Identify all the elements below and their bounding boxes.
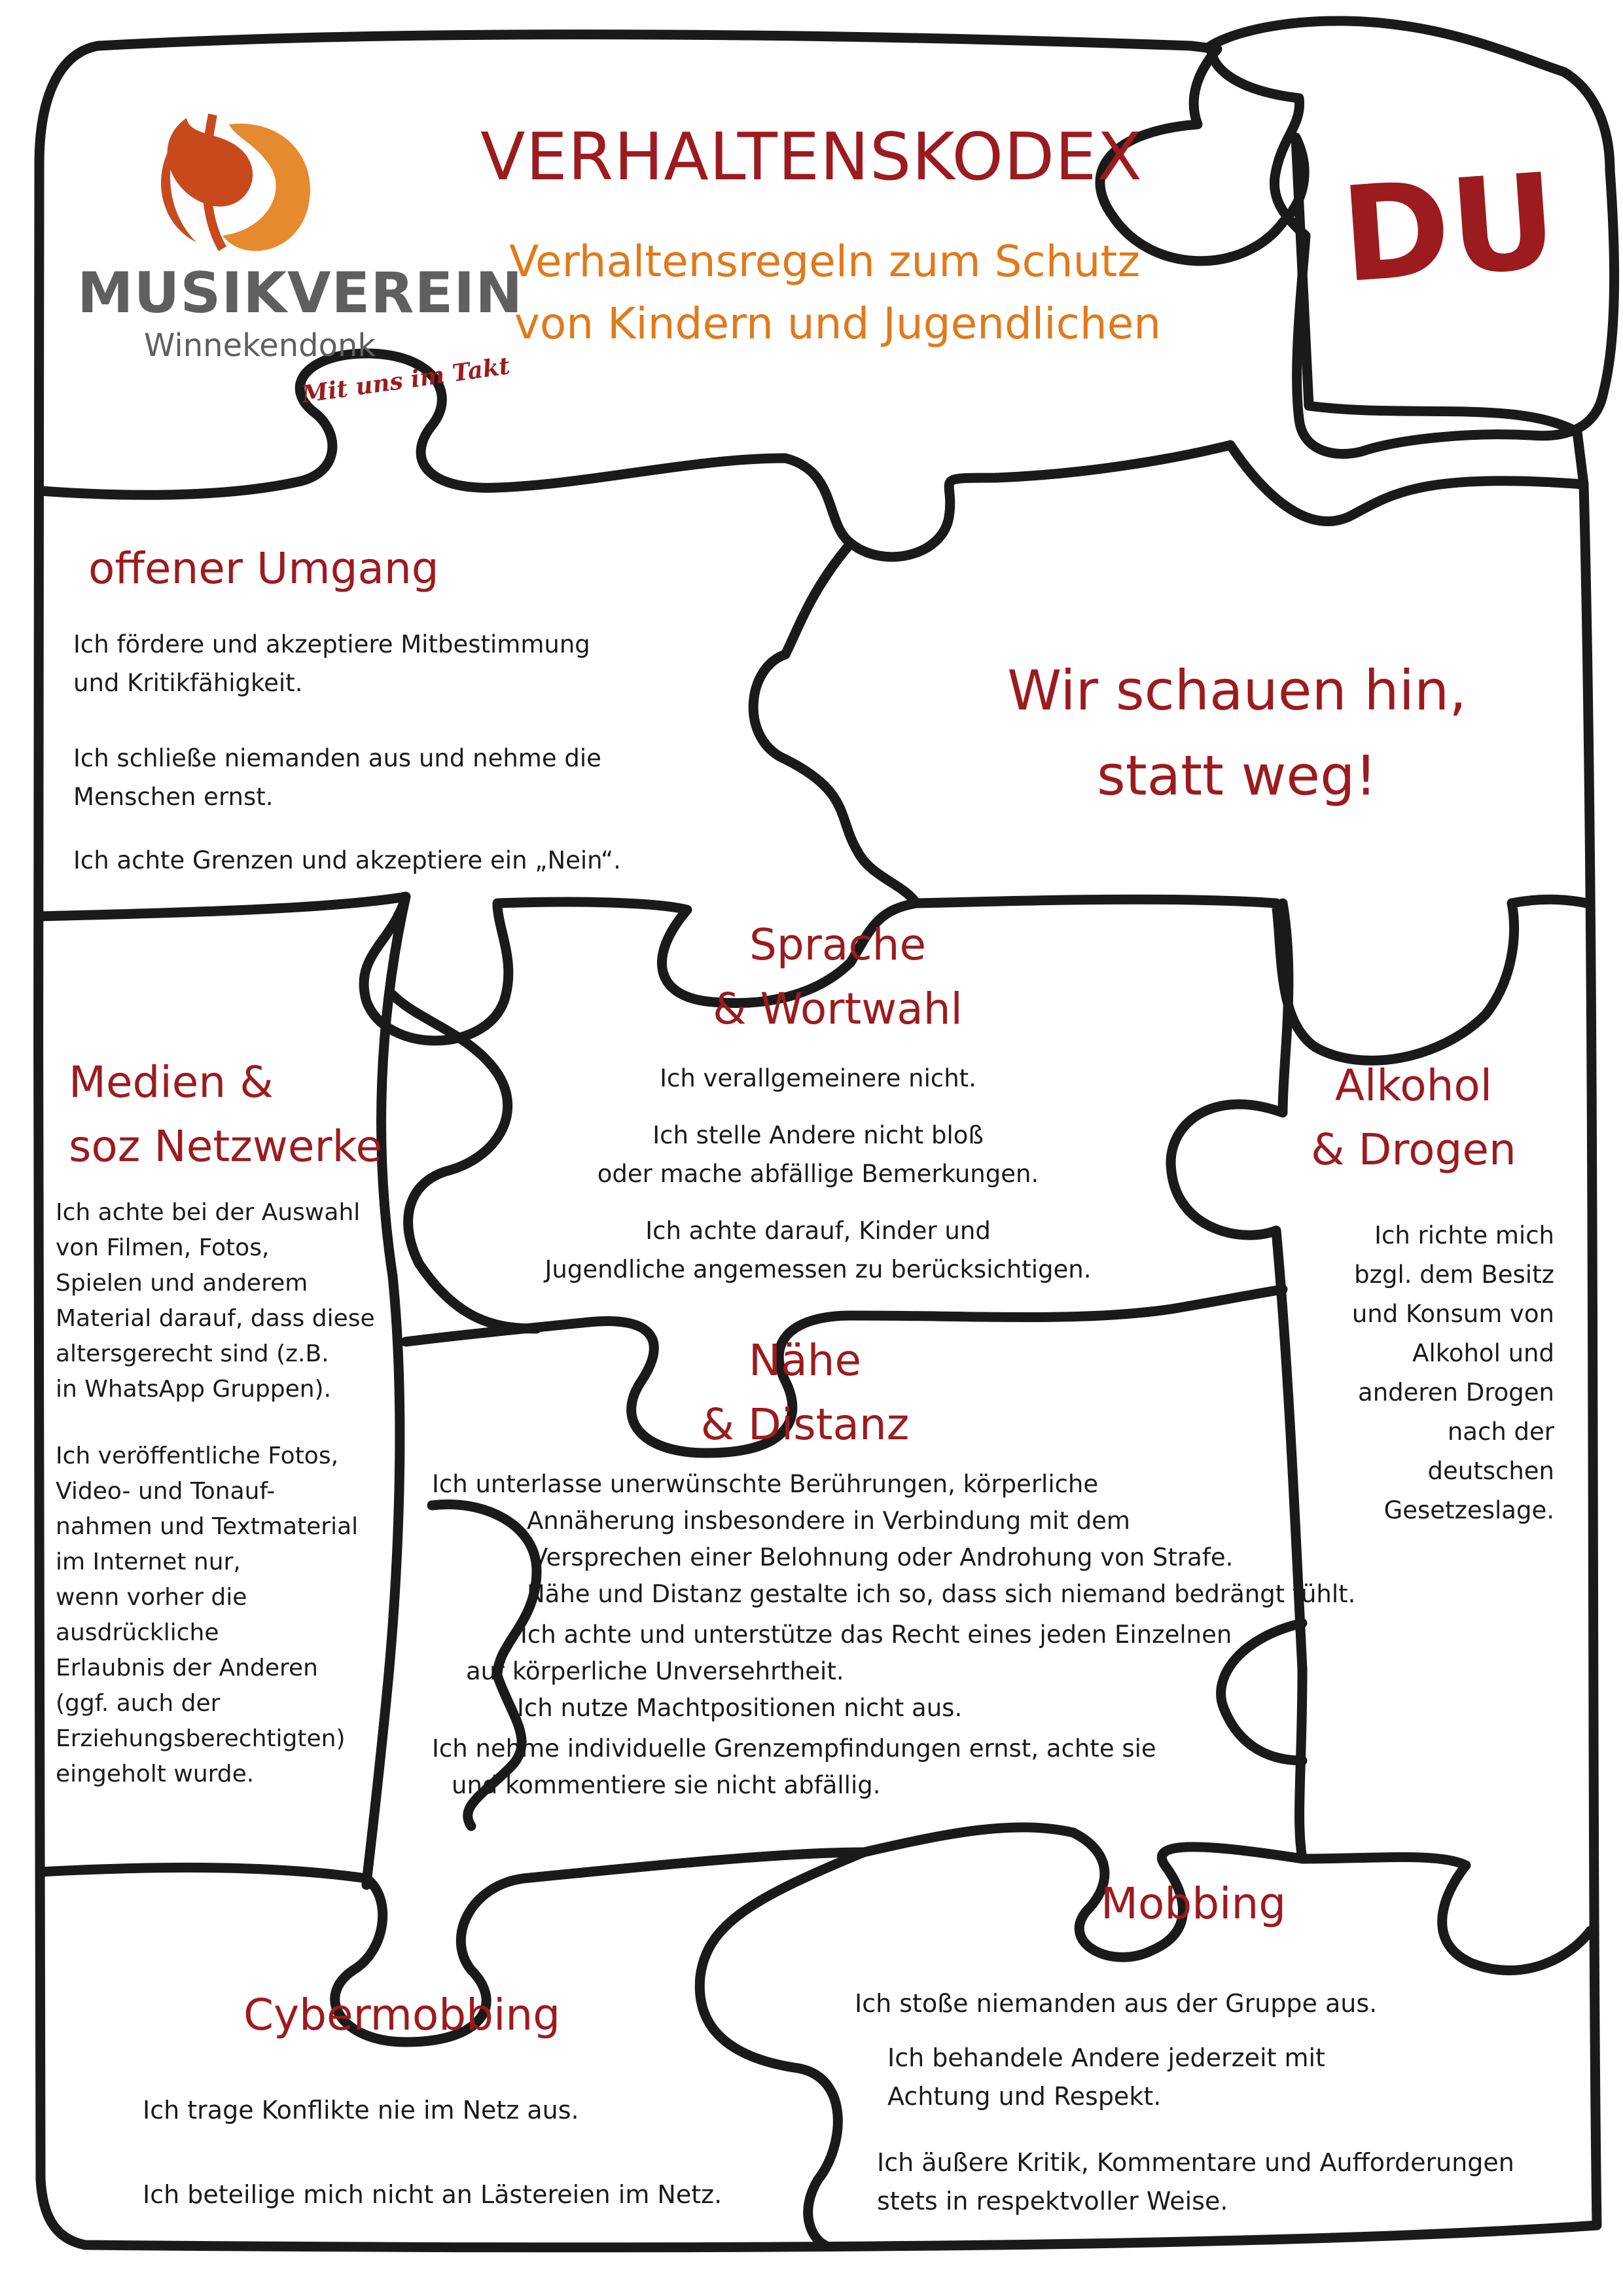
text-line: bzgl. dem Besitz [1354, 1261, 1554, 1289]
section-offener-umgang [73, 625, 621, 880]
medien-title-line2: soz Netzwerke [69, 1121, 383, 1172]
text-line: Ich achte bei der Auswahl [56, 1199, 361, 1226]
slogan [969, 648, 1505, 818]
section-title-alkohol [1283, 1054, 1544, 1182]
text-line: Spielen und anderem [56, 1270, 308, 1297]
text-line: im Internet nur, [56, 1549, 241, 1575]
text-line: Ich beteilige mich nicht an Lästereien im Netz. [143, 2180, 722, 2209]
section-title-mobbing: Mobbing [1101, 1878, 1287, 1929]
sprache-title-line1: Sprache [749, 920, 927, 970]
section-sprache [478, 1059, 1158, 1289]
naehe-title-line2: & Distanz [700, 1399, 910, 1450]
subtitle-line1: Verhaltensregeln zum Schutz [509, 236, 1140, 287]
section-naehe [0, 1466, 1623, 1804]
slogan-line2: statt weg! [1096, 744, 1378, 808]
text-line: Ich stoße niemanden aus der Gruppe aus. [855, 1989, 1378, 2018]
medien-title-line1: Medien & [69, 1057, 274, 1107]
section-title-cybermobbing: Cybermobbing [243, 1990, 561, 2040]
text-line: nahmen und Textmaterial [56, 1513, 359, 1540]
text-line: Ich fördere und akzeptiere Mitbestimmung [73, 630, 590, 658]
text-line: und Kritikfähigkeit. [73, 669, 303, 697]
text-line: Nähe und Distanz gestalte ich so, dass sich niemand bedrängt fühlt. [527, 1580, 1356, 1608]
text-line: stets in respektvoller Weise. [877, 2187, 1228, 2215]
text-line: und Konsum von [1351, 1300, 1554, 1328]
text-line: anderen Drogen [1358, 1378, 1554, 1407]
text-line: deutschen [1427, 1457, 1554, 1485]
slogan-line1: Wir schauen hin, [1007, 658, 1467, 723]
logo-name: MUSIKVEREIN [77, 260, 524, 326]
sprache-title-line2: & Wortwahl [713, 984, 963, 1034]
text-line: Ich achte und unterstütze das Recht eines jeden Einzelnen [520, 1621, 1232, 1649]
text-line: auf körperliche Unversehrtheit. [466, 1657, 844, 1685]
text-line: Alkohol und [1412, 1339, 1554, 1367]
text-line: in WhatsApp Gruppen). [56, 1376, 332, 1403]
medien-paragraph-1 [56, 1195, 375, 1407]
upper-divider [753, 543, 916, 903]
text-line: Achtung und Respekt. [887, 2082, 1162, 2111]
text-line: Ich unterlasse unerwünschte Berührungen, körperliche [432, 1470, 1099, 1498]
text-line: Ich nehme individuelle Grenzempfindungen ernst, achte sie [432, 1734, 1156, 1763]
text-line: eingeholt wurde. [56, 1761, 255, 1787]
text-line: Ich nutze Machtpositionen nicht aus. [517, 1694, 963, 1722]
text-line: Erziehungsberechtigten) [56, 1725, 346, 1752]
logo-place: Winnekendonk [144, 327, 376, 364]
text-line: Ich achte Grenzen und akzeptiere ein „Nein“. [73, 846, 621, 874]
text-line: Ich behandele Andere jederzeit mit [887, 2043, 1325, 2072]
text-line: Gesetzeslage. [1383, 1496, 1554, 1524]
text-line: nach der [1447, 1418, 1554, 1446]
section-title-sprache [654, 913, 1021, 1041]
text-line: Ich veröffentliche Fotos, [56, 1443, 339, 1469]
text-line: und kommentiere sie nicht abfällig. [452, 1771, 881, 1799]
text-line: altersgerecht sind (z.B. [56, 1340, 329, 1367]
text-line: Versprechen einer Belohnung oder Androhung von Strafe. [531, 1543, 1234, 1571]
logo [72, 98, 524, 409]
section-title-offener-umgang: offener Umgang [88, 543, 439, 594]
subtitle-line2: von Kindern und Jugendlichen [514, 298, 1162, 349]
text-line: Ich schließe niemanden aus und nehme die [73, 744, 601, 772]
text-line: Ich stelle Andere nicht bloß [652, 1121, 984, 1149]
text-line: (ggf. auch der [56, 1690, 221, 1717]
text-line: Ich trage Konflikte nie im Netz aus. [143, 2096, 579, 2125]
alkohol-title-line2: & Drogen [1311, 1124, 1516, 1175]
text-line: Annäherung insbesondere in Verbindung mit dem [527, 1507, 1130, 1535]
text-line: oder mache abfällige Bemerkungen. [597, 1160, 1039, 1188]
du-badge: DU [1336, 145, 1562, 313]
section-title-naehe [654, 1329, 955, 1457]
text-line: Erlaubnis der Anderen [56, 1655, 318, 1681]
text-line: Ich achte darauf, Kinder und [645, 1217, 991, 1245]
text-line: Ich äußere Kritik, Kommentare und Aufforderungen [877, 2148, 1514, 2177]
text-line: ausdrückliche [56, 1619, 219, 1646]
naehe-title-line1: Nähe [748, 1335, 862, 1386]
text-line: Video- und Tonauf- [56, 1478, 276, 1505]
section-title-medien [69, 1050, 382, 1179]
section-mobbing [855, 1984, 1514, 2221]
text-line: von Filmen, Fotos, [56, 1234, 270, 1261]
text-line: Ich verallgemeinere nicht. [660, 1064, 976, 1092]
page-title: VERHALTENSKODEX [480, 118, 1143, 195]
text-line: wenn vorher die [56, 1584, 247, 1611]
section-cybermobbing [143, 2091, 722, 2214]
text-line: Jugendliche angemessen zu berücksichtigen. [544, 1255, 1092, 1283]
text-line: Material darauf, dass diese [56, 1305, 375, 1332]
logo-slogan: Mit uns im Takt [300, 351, 512, 409]
text-line: Ich richte mich [1374, 1221, 1554, 1249]
musikverein-logo-icon [72, 98, 438, 262]
text-line: Menschen ernst. [73, 783, 274, 811]
alkohol-title-line1: Alkohol [1334, 1060, 1493, 1111]
